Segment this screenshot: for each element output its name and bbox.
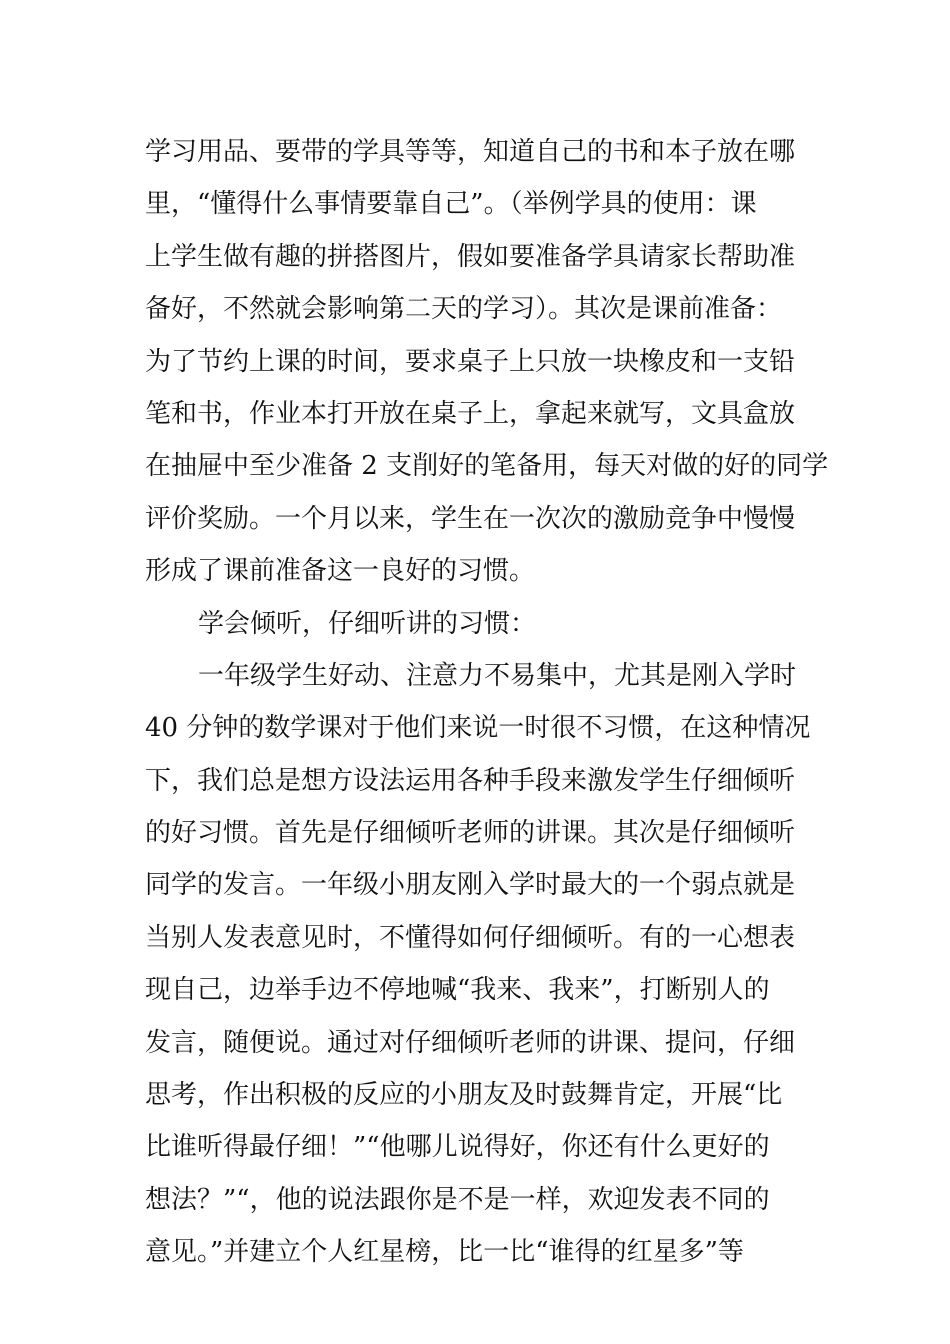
body-text — [145, 126, 829, 1279]
text-line: 比谁听得最仔细！”“他哪儿说得好，你还有什么更好的 — [145, 1132, 770, 1163]
text-line: 40 分钟的数学课对于他们来说一时很不习惯，在这种情况 — [145, 713, 811, 744]
text-line: 学习用品、要带的学具等等，知道自己的书和本子放在哪 — [145, 137, 796, 167]
paragraph-start-line: 一年级学生好动、注意力不易集中，尤其是刚入学时 — [198, 660, 797, 691]
text-line: 里，“懂得什么事情要靠自己”。（举例学具的使用：课 — [145, 189, 757, 220]
section-heading: 学会倾听，仔细听讲的习惯： — [198, 608, 537, 639]
text-line: 当别人发表意见时，不懂得如何仔细倾听。有的一心想表 — [145, 922, 796, 953]
text-line: 的好习惯。首先是仔细倾听老师的讲课。其次是仔细倾听 — [145, 818, 796, 849]
text-line: 在抽屉中至少准备 2 支削好的笔备用，每天对做的好的同学 — [145, 451, 829, 482]
text-line: 上学生做有趣的拼搭图片，假如要准备学具请家长帮助准 — [145, 241, 796, 272]
text-line: 想法？”“，他的说法跟你是不是一样，欢迎发表不同的 — [145, 1184, 770, 1215]
text-line: 下，我们总是想方设法运用各种手段来激发学生仔细倾听 — [145, 765, 796, 796]
text-line: 为了节约上课的时间，要求桌子上只放一块橡皮和一支铅 — [145, 346, 796, 377]
text-line: 形成了课前准备这一良好的习惯。 — [145, 556, 536, 587]
text-line: 备好，不然就会影响第二天的学习）。其次是课前准备： — [145, 294, 783, 325]
text-line: 现自己，边举手边不停地喊“我来、我来”，打断别人的 — [145, 975, 770, 1006]
text-line: 评价奖励。一个月以来，学生在一次次的激励竞争中慢慢 — [145, 503, 796, 534]
text-line: 意见。”并建立个人红星榜，比一比“谁得的红星多”等 — [145, 1237, 744, 1268]
text-line: 同学的发言。一年级小朋友刚入学时最大的一个弱点就是 — [145, 870, 796, 901]
text-line: 发言，随便说。通过对仔细倾听老师的讲课、提问，仔细 — [145, 1027, 796, 1058]
text-line: 笔和书，作业本打开放在桌子上，拿起来就写，文具盒放 — [145, 398, 796, 429]
text-line: 思考，作出积极的反应的小朋友及时鼓舞肯定，开展“比 — [145, 1080, 783, 1111]
